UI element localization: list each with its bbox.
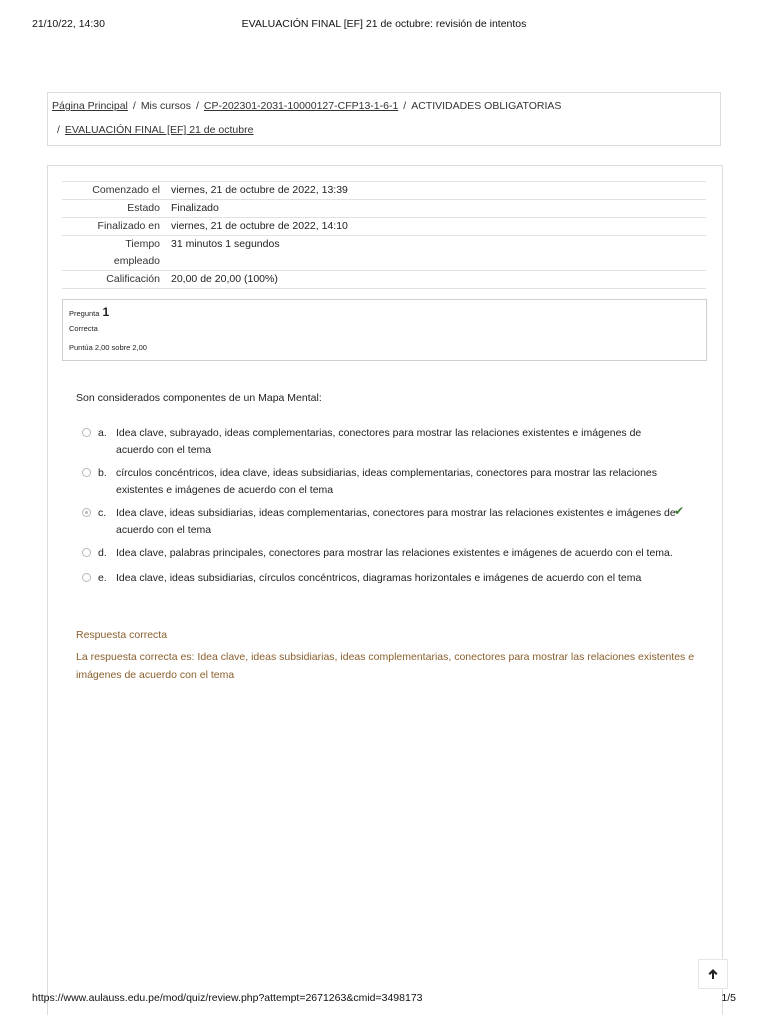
feedback <box>76 627 696 684</box>
answer-text: Idea clave, subrayado, ideas complementarias, conectores para mostrar las relaciones existentes e imágenes de acuerdo con el tema <box>116 427 642 456</box>
summary-label: Tiempo <box>125 238 160 250</box>
answer-text: Idea clave, ideas subsidiarias, círculos concéntricos, diagramas horizontales e imágenes de acuerdo con el tema <box>116 572 642 584</box>
summary-row-state <box>62 199 706 217</box>
answer-text: círculos concéntricos, idea clave, ideas subsidiarias, ideas complementarias, conectores para mostrar las relaciones existentes e imágenes de acuerdo con el tema <box>116 467 658 496</box>
correct-check-icon: ✔ <box>674 504 685 518</box>
summary-value: 20,00 de 20,00 (100%) <box>171 273 278 285</box>
radio-button[interactable] <box>82 548 91 557</box>
question-info <box>62 299 707 361</box>
answer-letter: a. <box>98 427 107 439</box>
question-grade: Puntúa 2,00 sobre 2,00 <box>69 343 147 352</box>
answer-letter: c. <box>98 507 107 519</box>
print-url: https://www.aulauss.edu.pe/mod/quiz/review.php?attempt=2671263&cmid=3498173 <box>32 992 423 1004</box>
breadcrumb-quiz-link[interactable]: EVALUACIÓN FINAL [EF] 21 de octubre <box>64 124 254 136</box>
feedback-text: La respuesta correcta es: Idea clave, ideas subsidiarias, ideas complementarias, conectores para mostrar las relaciones existentes e imágenes de acuerdo con el tema <box>76 651 695 681</box>
breadcrumb-separator: / <box>196 100 199 112</box>
print-title: EVALUACIÓN FINAL [EF] 21 de octubre: revisión de intentos <box>241 18 527 30</box>
answer-text: Idea clave, ideas subsidiarias, ideas complementarias, conectores para mostrar las relaciones existentes e imágenes de acuerdo con el tema <box>116 507 676 536</box>
summary-value: viernes, 21 de octubre de 2022, 14:10 <box>171 220 348 232</box>
back-to-top-button[interactable] <box>698 959 728 989</box>
radio-button[interactable] <box>82 573 91 582</box>
breadcrumb-my-courses[interactable]: Mis cursos <box>140 100 191 112</box>
print-page-number: 1/5 <box>721 992 736 1004</box>
feedback-title: Respuesta correcta <box>76 629 168 641</box>
summary-row-time-taken <box>62 235 706 270</box>
answer-letter: e. <box>98 572 107 584</box>
radio-button-checked[interactable] <box>82 508 91 517</box>
breadcrumb-separator: / <box>132 100 136 112</box>
main-region <box>47 165 723 1015</box>
question-text: Son considerados componentes de un Mapa Mental: <box>76 392 322 404</box>
arrow-up-icon <box>707 968 719 980</box>
question-state: Correcta <box>69 324 98 333</box>
summary-label: Calificación <box>106 273 160 285</box>
breadcrumb-home-link[interactable]: Página Principal <box>52 100 128 112</box>
breadcrumb-separator: / <box>57 124 60 136</box>
answer-letter: d. <box>98 547 107 559</box>
summary-value: Finalizado <box>171 202 219 214</box>
summary-label: Estado <box>127 202 160 214</box>
summary-label: empleado <box>113 255 160 267</box>
print-datetime: 21/10/22, 14:30 <box>32 18 105 30</box>
summary-row-started <box>62 181 706 199</box>
summary-value: viernes, 21 de octubre de 2022, 13:39 <box>171 184 348 196</box>
summary-row-finished <box>62 217 706 235</box>
question-number: 1 <box>102 305 110 319</box>
radio-button[interactable] <box>82 468 91 477</box>
attempt-summary-table <box>62 181 706 289</box>
answer-text: Idea clave, palabras principales, conectores para mostrar las relaciones existentes e imágenes de acuerdo con el tema. <box>116 547 673 559</box>
summary-label: Comenzado el <box>92 184 160 196</box>
radio-button[interactable] <box>82 428 91 437</box>
summary-row-grade <box>62 270 706 289</box>
breadcrumb-separator: / <box>403 100 407 112</box>
answer-letter: b. <box>98 467 107 479</box>
summary-value: 31 minutos 1 segundos <box>171 238 280 250</box>
breadcrumb-section: ACTIVIDADES OBLIGATORIAS <box>411 100 562 112</box>
breadcrumb-course-link[interactable]: CP-202301-2031-10000127-CFP13-1-6-1 <box>203 100 399 112</box>
question-number-label: Pregunta 1 <box>69 305 110 319</box>
summary-label: Finalizado en <box>97 220 160 232</box>
breadcrumb <box>47 92 721 146</box>
